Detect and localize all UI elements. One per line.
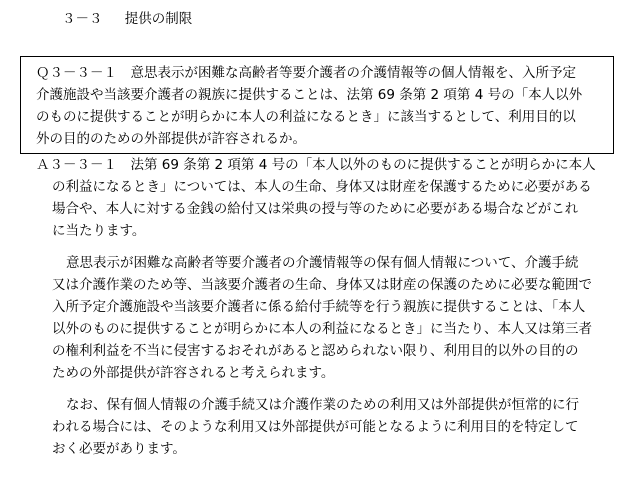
section-number: ３－３	[62, 11, 103, 27]
question-line-3: のものに提供することが明らかに本人の利益になるとき」に該当するとして、利用目的以	[36, 109, 576, 125]
answer-p3-line-1: なお、保有個人情報の介護手続又は介護作業のための利用又は外部提供が恒常的に行	[66, 397, 579, 413]
answer-p2-line-3: 入所予定介護施設や当該要介護者に係る給付手続等を行う親族に提供することは、「本人	[52, 299, 586, 315]
answer-p2-line-4: 以外のものに提供することが明らかに本人の利益になるとき」に当たり、本人又は第三者	[52, 321, 592, 337]
section-title: 提供の制限	[124, 11, 193, 27]
answer-p1-line-2: の利益になるとき」については、本人の生命、身体又は財産を保護するために必要がある	[52, 179, 592, 195]
question-line-1: Ｑ３－３－１ 意思表示が困難な高齢者等要介護者の介護情報等の個人情報を、入所予定	[36, 65, 576, 81]
answer-p2-line-6: ための外部提供が許容されると考えられます。	[52, 365, 335, 381]
answer-p1-line-1: Ａ３－３－１ 法第 69 条第 2 項第 4 号の「本人以外のものに提供することが明らかに本人	[36, 157, 596, 173]
answer-p2-line-5: の権利利益を不当に侵害するおそれがあると認められない限り、利用目的以外の目的の	[52, 343, 579, 359]
answer-p3-line-3: おく必要があります。	[52, 441, 186, 457]
answer-p2-line-1: 意思表示が困難な高齢者等要介護者の介護情報等の保有個人情報について、介護手続	[66, 255, 579, 271]
answer-p2-line-2: 又は介護作業のため等、当該要介護者の生命、身体又は財産の保護のために必要な範囲で	[52, 277, 592, 293]
answer-p3-line-2: われる場合には、そのような利用又は外部提供が可能となるように利用目的を特定して	[52, 419, 579, 435]
answer-p1-line-3: 場合や、本人に対する金銭の給付又は栄典の授与等のために必要がある場合などがこれ	[52, 201, 579, 217]
answer-p1-line-4: に当たります。	[52, 223, 146, 239]
question-line-4: 外の目的のための外部提供が許容されるか。	[36, 131, 306, 147]
question-line-2: 介護施設や当該要介護者の親族に提供することは、法第 69 条第 2 項第 4 号の「本人以外	[36, 87, 583, 103]
section-heading	[62, 10, 192, 28]
